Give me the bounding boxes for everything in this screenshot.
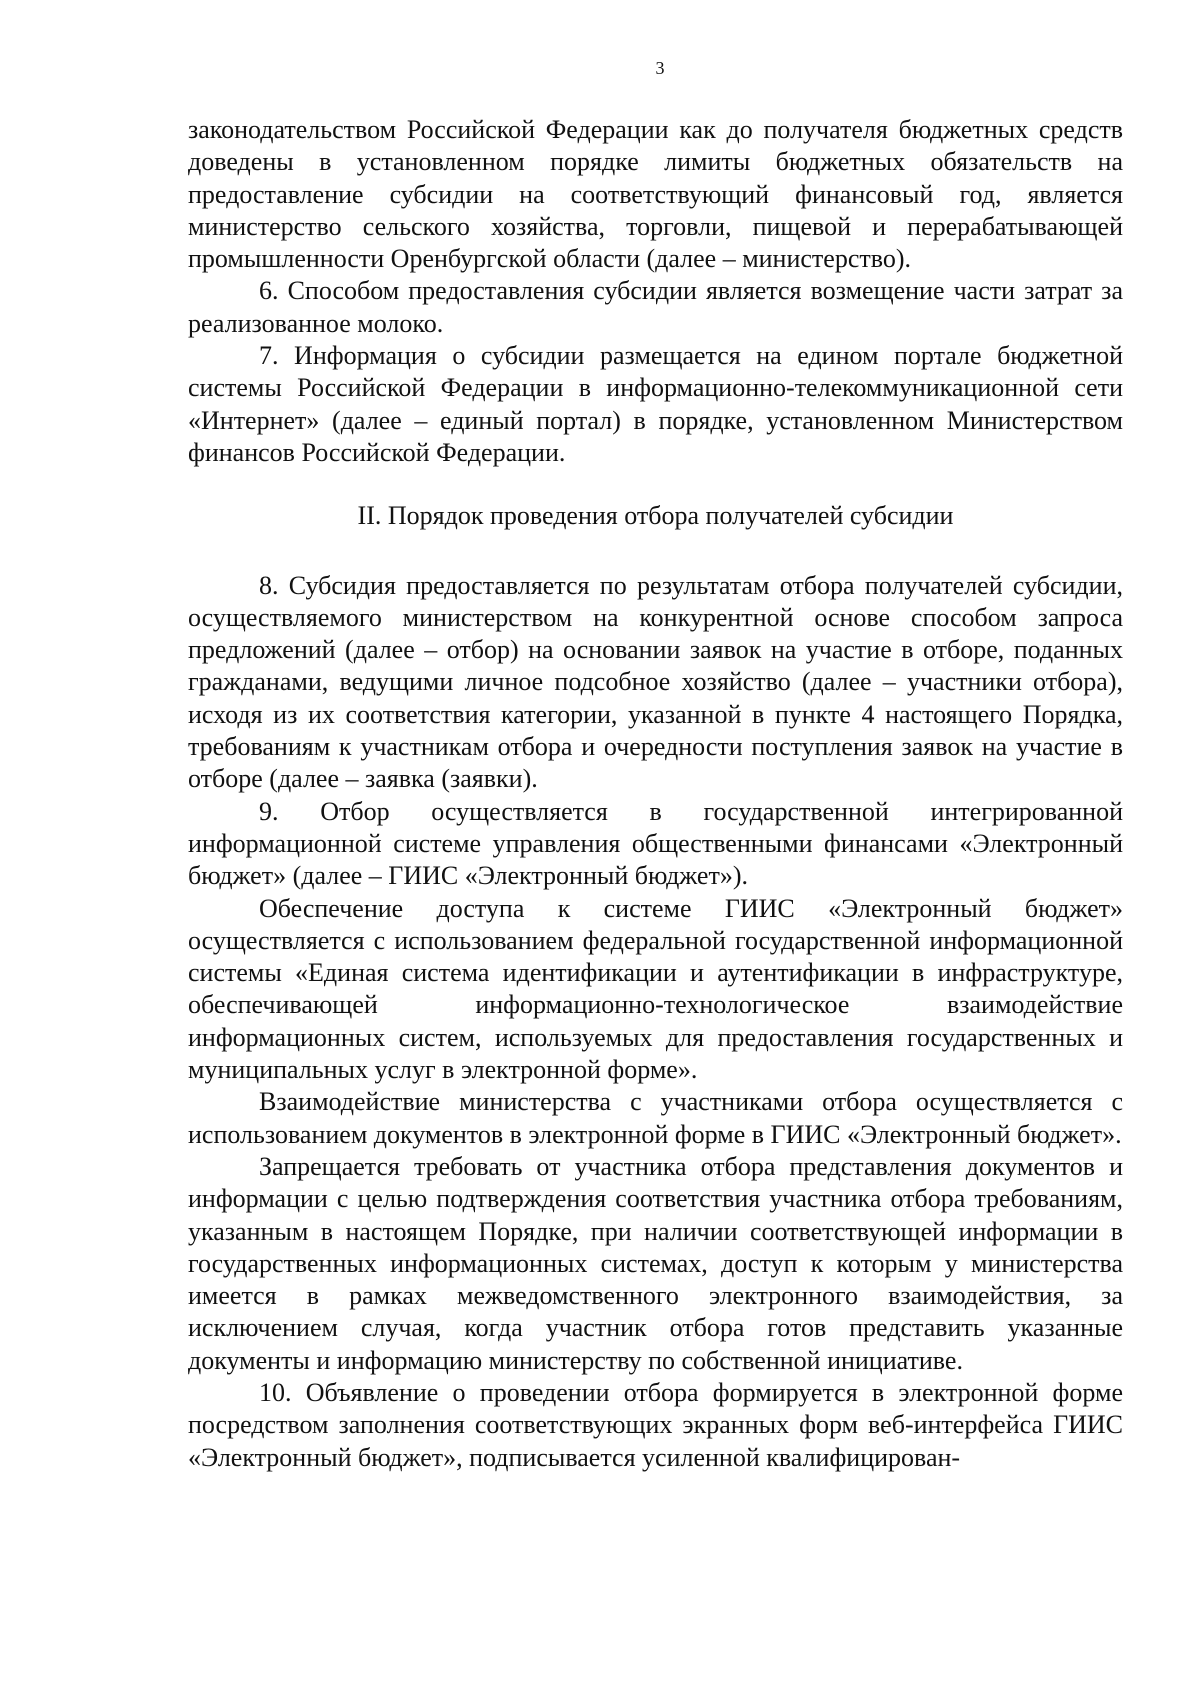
paragraph-8: 8. Субсидия предоставляется по результатам отбора получателей субсидии, осуществляемого министерством на конкурентной основе способом запроса предложений (далее – отбор) на основании заявок на участие в отборе, поданных гражданами, ведущими личное подсобное хозяйство (далее – участники отбора), исходя из их соответствия категории, указанной в пункте 4 настоящего Порядка, требованиям к участникам отбора и очередности поступления заявок на участие в отборе (далее – заявка (заявки). [188,570,1123,794]
paragraph-9: 9. Отбор осуществляется в государственной интегрированной информационной системе управления общественными финансами «Электронный бюджет» (далее – ГИИС «Электронный бюджет»). [188,796,1123,891]
paragraph-9-interaction: Взаимодействие министерства с участниками отбора осуществляется с использованием документов в электронной форме в ГИИС «Электронный бюджет». [188,1087,1123,1149]
paragraph-6: 6. Способом предоставления субсидии является возмещение части затрат за реализованное молоко. [188,276,1123,338]
page-number: 3 [655,58,665,78]
paragraph-9-access: Обеспечение доступа к системе ГИИС «Электронный бюджет» осуществляется с использованием федеральной государственной информационной системы «Единая система идентификации и аутентификации в инфраструктуре, обеспечивающей информационно-технологическое взаимодействие информационных систем, используемых для предоставления государственных и муниципальных услуг в электронной форме». [188,893,1123,1085]
paragraph-7: 7. Информация о субсидии размещается на едином портале бюджетной системы Российской Федерации в информационно-телекоммуникационной сети «Интернет» (далее – единый портал) в порядке, установленном Министерством финансов Российской Федерации. [188,341,1123,467]
document-body [188,114,1123,1474]
paragraph-10: 10. Объявление о проведении отбора формируется в электронной форме посредством заполнения соответствующих экранных форм веб-интерфейса ГИИС «Электронный бюджет», подписывается усиленной квалифицирован- [188,1377,1123,1472]
section-heading: II. Порядок проведения отбора получателей субсидии [357,500,954,530]
paragraph-9-prohibition: Запрещается требовать от участника отбора представления документов и информации с целью подтверждения соответствия участника отбора требованиям, указанным в настоящем Порядке, при наличии соответствующей информации в государственных информационных системах, доступ к которым у министерства имеется в рамках межведомственного электронного взаимодействия, за исключением случая, когда участник отбора готов представить указанные документы и информацию министерству по собственной инициативе. [188,1151,1123,1375]
paragraph-continuation: законодательством Российской Федерации как до получателя бюджетных средств доведены в установленном порядке лимиты бюджетных обязательств на предоставление субсидии на соответствующий финансовый год, является министерство сельского хозяйства, торговли, пищевой и перерабатывающей промышленности Оренбургской области (далее – министерство). [188,115,1123,274]
